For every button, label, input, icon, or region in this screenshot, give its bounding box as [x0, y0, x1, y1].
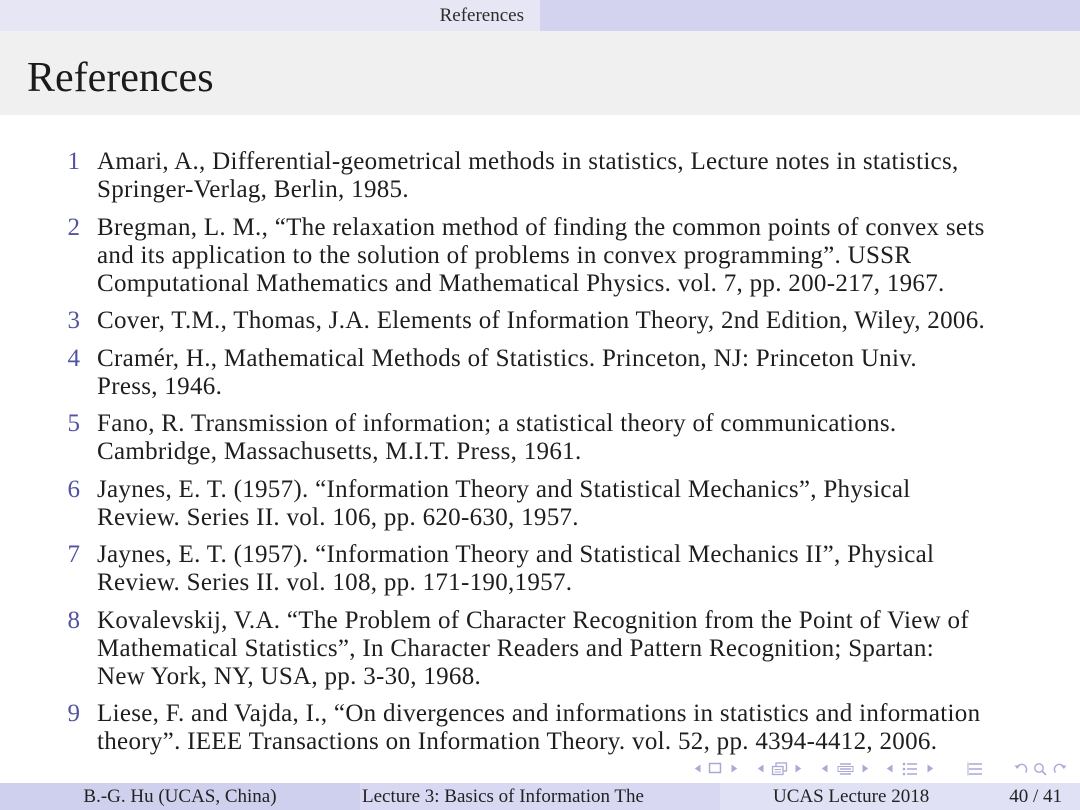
footer-author-box: [0, 783, 360, 810]
reference-text-line: Review. Series II. vol. 108, pp. 171-190,1957.: [97, 569, 573, 596]
reference-number: 3: [67, 307, 80, 334]
reference-text-line: Mathematical Statistics”, In Character Readers and Pattern Recognition; Spartan:: [97, 634, 934, 662]
headline: [0, 0, 1080, 31]
frame-prev-icon[interactable]: [757, 764, 764, 773]
reference-number: 2: [67, 213, 80, 241]
reference-text-line: Liese, F. and Vajda, I., “On divergences and informations in statistics and information: [97, 700, 981, 727]
search-icon[interactable]: [1033, 762, 1047, 776]
reference-item-5: [0, 410, 1080, 466]
document-icon[interactable]: [967, 762, 984, 776]
reference-item-6: [0, 476, 1080, 532]
subsection-next-icon[interactable]: [862, 764, 869, 773]
reference-number: 6: [67, 475, 80, 503]
footer-title: Lecture 3: Basics of Information The: [362, 786, 644, 807]
frame-title: References: [27, 55, 214, 101]
section-next-icon[interactable]: [927, 764, 934, 773]
reference-text-line: Bregman, L. M., “The relaxation method of finding the common points of convex sets: [97, 213, 985, 241]
reference-text-line: Cambridge, Massachusetts, M.I.T. Press, 1961.: [97, 438, 582, 465]
reference-text-line: Amari, A., Differential-geometrical methods in statistics, Lecture notes in statistics,: [97, 148, 959, 175]
frame-next-icon[interactable]: [795, 764, 802, 773]
reference-item-3: [0, 307, 1080, 335]
reference-text-line: Kovalevskij, V.A. “The Problem of Character Recognition from the Point of View of: [97, 606, 969, 634]
headline-subsection-box: [540, 0, 1080, 31]
section-icon[interactable]: [902, 762, 919, 776]
subsection-icon[interactable]: [837, 762, 854, 776]
reference-item-9: [0, 700, 1080, 756]
reference-text-line: New York, NY, USA, pp. 3-30, 1968.: [97, 662, 482, 690]
footer-date: UCAS Lecture 2018: [773, 786, 930, 807]
reference-text-line: theory”. IEEE Transactions on Information Theory. vol. 52, pp. 4394-4412, 2006.: [97, 728, 938, 755]
slide-next-icon[interactable]: [731, 764, 738, 773]
reference-number: 7: [67, 541, 80, 568]
reference-number: 5: [67, 410, 80, 437]
footer-author: B.-G. Hu (UCAS, China): [83, 786, 277, 807]
reference-text-line: Jaynes, E. T. (1957). “Information Theory and Statistical Mechanics II”, Physical: [97, 541, 935, 568]
headline-section-box: [0, 0, 540, 31]
reference-item-4: [0, 345, 1080, 401]
reference-item-7: [0, 541, 1080, 597]
reference-number: 4: [67, 344, 80, 372]
navigation-symbols: [0, 761, 1080, 776]
reference-text-line: Cover, T.M., Thomas, J.A. Elements of Information Theory, 2nd Edition, Wiley, 2006.: [97, 307, 986, 334]
reference-list: [0, 148, 1080, 766]
reference-number: 8: [67, 606, 80, 634]
reference-number: 1: [67, 148, 80, 175]
forward-icon[interactable]: [1052, 762, 1068, 776]
headline-section-link[interactable]: References: [439, 5, 524, 26]
reference-text-line: Springer-Verlag, Berlin, 1985.: [97, 176, 409, 203]
footer-title-box: [360, 783, 720, 810]
reference-item-8: [0, 607, 1080, 691]
subsection-prev-icon[interactable]: [821, 764, 828, 773]
slide-icon[interactable]: [708, 762, 722, 774]
footer-date-box: [720, 783, 1080, 810]
footline: [0, 783, 1080, 810]
slide-prev-icon[interactable]: [694, 764, 701, 773]
frame-icon[interactable]: [771, 762, 788, 776]
reference-text-line: Press, 1946.: [97, 372, 223, 400]
section-prev-icon[interactable]: [886, 764, 893, 773]
reference-text-line: Review. Series II. vol. 106, pp. 620-630, 1957.: [97, 503, 579, 531]
footer-page-number: 40 / 41: [1009, 786, 1062, 807]
reference-number: 9: [67, 700, 80, 727]
back-icon[interactable]: [1013, 762, 1029, 776]
frame-title-bar: [0, 31, 1080, 115]
reference-text-line: Computational Mathematics and Mathematical Physics. vol. 7, pp. 200-217, 1967.: [97, 269, 945, 297]
reference-item-1: [0, 148, 1080, 204]
reference-text-line: Cramér, H., Mathematical Methods of Statistics. Princeton, NJ: Princeton Univ.: [97, 344, 917, 372]
reference-text-line: Jaynes, E. T. (1957). “Information Theory and Statistical Mechanics”, Physical: [97, 475, 911, 503]
reference-item-2: [0, 214, 1080, 298]
reference-text-line: Fano, R. Transmission of information; a statistical theory of communications.: [97, 410, 897, 437]
reference-text-line: and its application to the solution of problems in convex programming”. USSR: [97, 241, 912, 269]
